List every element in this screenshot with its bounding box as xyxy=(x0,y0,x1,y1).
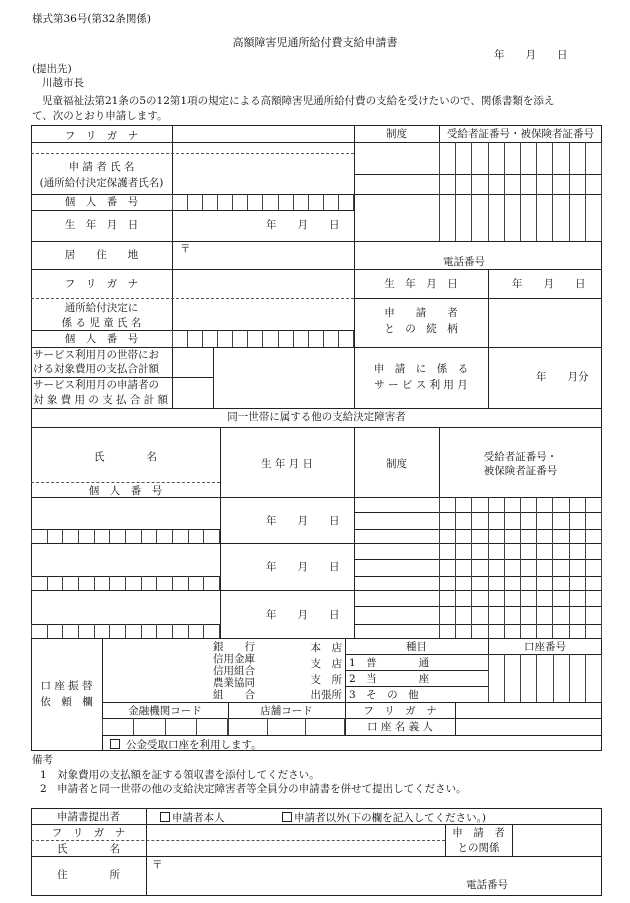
branch-type-branch: 支 店 xyxy=(310,658,342,670)
submitter-postal-mark: 〒 xyxy=(152,859,163,871)
recipient-number-header: 受給者証番号・被保険者証番号 xyxy=(447,128,594,140)
relation-label-line1: 申 請 者 xyxy=(384,307,458,319)
system-header: 制度 xyxy=(386,128,407,140)
submitter-relation-label-line2: との関係 xyxy=(457,842,500,854)
submitter-phone-label: 電話番号 xyxy=(466,879,508,891)
other-members-title: 同一世帯に属する他の支給決定障害者 xyxy=(227,411,406,423)
applicant-name-sub-label: (通所給付決定保護者氏名) xyxy=(39,177,164,189)
addressee: 川越市長 xyxy=(42,77,84,89)
child-name-label-line1: 通所給付決定に xyxy=(64,302,139,314)
household-total-label-line1: サービス利用月の世帯にお xyxy=(33,349,159,361)
submitter-label: 申請書提出者 xyxy=(57,811,120,823)
account-type-current[interactable]: 2 当 座 xyxy=(349,673,430,685)
bank-section-label-line1: 口 座 振 替 xyxy=(40,680,93,692)
submitter-self-option[interactable] xyxy=(160,812,225,824)
branch-type-agency: 出張所 xyxy=(310,689,342,701)
service-month-field[interactable]: 年 月分 xyxy=(536,371,589,383)
applicant-birthdate-label: 生 年 月 日 xyxy=(64,219,139,231)
form-number: 様式第36号(第32条関係) xyxy=(32,13,151,25)
note-item-2: 2 申請者と同一世帯の他の支給決定障害者等全員分の申請書を併せて提出してください。 xyxy=(40,783,467,795)
account-type-ordinary[interactable]: 1 普 通 xyxy=(349,657,430,669)
addressee-label: (提出先) xyxy=(32,63,72,75)
other-recipient-header-line1: 受給者証番号・ xyxy=(483,451,558,463)
member1-birthdate-field[interactable]: 年 月 日 xyxy=(266,515,340,527)
other-name-header: 氏 名 xyxy=(94,451,157,463)
applicant-personal-number-label: 個 人 番 号 xyxy=(64,196,139,208)
other-system-header: 制度 xyxy=(386,458,407,470)
bank-section-label-line2: 依 頼 欄 xyxy=(40,696,93,708)
account-number-header: 口座番号 xyxy=(524,641,566,653)
submitter-name-label: 氏 名 xyxy=(57,843,120,855)
child-name-label-line2: 係 る 児 童 氏 名 xyxy=(61,317,142,329)
institution-code-label: 金融機関コード xyxy=(128,705,202,717)
member2-birthdate-field[interactable]: 年 月 日 xyxy=(266,561,340,573)
applicant-total-label-line1: サービス利用月の申請者の xyxy=(33,379,159,391)
applicant-furigana-label: フ リ ガ ナ xyxy=(64,130,139,142)
child-birthdate-label: 生 年 月 日 xyxy=(384,278,458,290)
submitter-self-checkbox[interactable] xyxy=(160,812,170,822)
applicant-birthdate-field[interactable]: 年 月 日 xyxy=(266,219,340,231)
public-account-label: 公金受取口座を利用します。 xyxy=(126,739,262,751)
applicant-phone-label: 電話番号 xyxy=(443,256,485,268)
submitter-address-label: 住 所 xyxy=(57,869,120,881)
submitter-other-checkbox[interactable] xyxy=(282,812,292,822)
holder-furigana-label: フ リ ガ ナ xyxy=(363,705,437,717)
intro-text-line1: 児童福祉法第21条の5の12第1項の規定による高額障害児通所給付費の支給を受けたいので、関係書類を添え xyxy=(42,95,555,107)
relation-label-line2: と の 続 柄 xyxy=(384,323,458,335)
service-month-label-line2: サ ー ビ ス 利 用 月 xyxy=(374,379,468,391)
submitter-self-label: 申請者本人 xyxy=(172,812,225,824)
page-title: 高額障害児通所給付費支給申請書 xyxy=(232,36,398,49)
submitter-other-option[interactable] xyxy=(282,812,486,824)
submitter-other-label: 申請者以外(下の欄を記入してください。) xyxy=(294,812,486,824)
account-type-other[interactable]: 3 そ の 他 xyxy=(349,689,419,701)
bank-type-kumiai: 信用組合 xyxy=(213,665,255,677)
applicant-address-label: 居 住 地 xyxy=(64,249,139,261)
public-account-checkbox[interactable] xyxy=(110,739,120,749)
other-personal-number-header: 個 人 番 号 xyxy=(88,485,163,497)
applicant-name-label: 申 請 者 氏 名 xyxy=(68,161,135,173)
applicant-total-label-line2: 対 象 費 用 の 支 払 合 計 額 xyxy=(33,394,169,406)
member3-birthdate-field[interactable]: 年 月 日 xyxy=(266,609,340,621)
branch-code-label: 店舗コード xyxy=(260,705,313,717)
notes-title: 備考 xyxy=(32,754,53,766)
branch-type-head: 本 店 xyxy=(310,642,342,654)
submitter-furigana-label: フ リ ガ ナ xyxy=(51,827,126,839)
note-item-1: 1 対象費用の支払額を証する領収書を添付してください。 xyxy=(40,769,320,781)
branch-type-office: 支 所 xyxy=(310,674,342,686)
bank-type-nokyo-cont: 組 合 xyxy=(213,689,255,701)
bank-type-nokyo: 農業協同 xyxy=(213,677,255,689)
date-field[interactable]: 年 月 日 xyxy=(494,49,568,61)
submitter-relation-label-line1: 申 請 者 xyxy=(452,827,505,839)
intro-text-line2: て、次のとおり申請します。 xyxy=(32,110,168,122)
other-birthdate-header: 生 年 月 日 xyxy=(260,458,313,470)
child-personal-number-label: 個 人 番 号 xyxy=(64,333,139,345)
bank-type-shinkin: 信用金庫 xyxy=(213,653,255,665)
child-birthdate-field[interactable]: 年 月 日 xyxy=(512,278,586,290)
public-account-option[interactable] xyxy=(110,739,262,751)
bank-type-bank: 銀 行 xyxy=(213,641,255,653)
household-total-label-line2: ける対象費用の支払合計額 xyxy=(33,363,159,375)
other-recipient-header-line2: 被保険者証番号 xyxy=(483,465,558,477)
account-type-header: 種目 xyxy=(406,641,427,653)
service-month-label-line1: 申 請 に 係 る xyxy=(373,363,469,375)
account-holder-label: 口 座 名 義 人 xyxy=(367,721,433,733)
child-furigana-label: フ リ ガ ナ xyxy=(64,278,139,290)
postal-mark: 〒 xyxy=(180,243,191,255)
